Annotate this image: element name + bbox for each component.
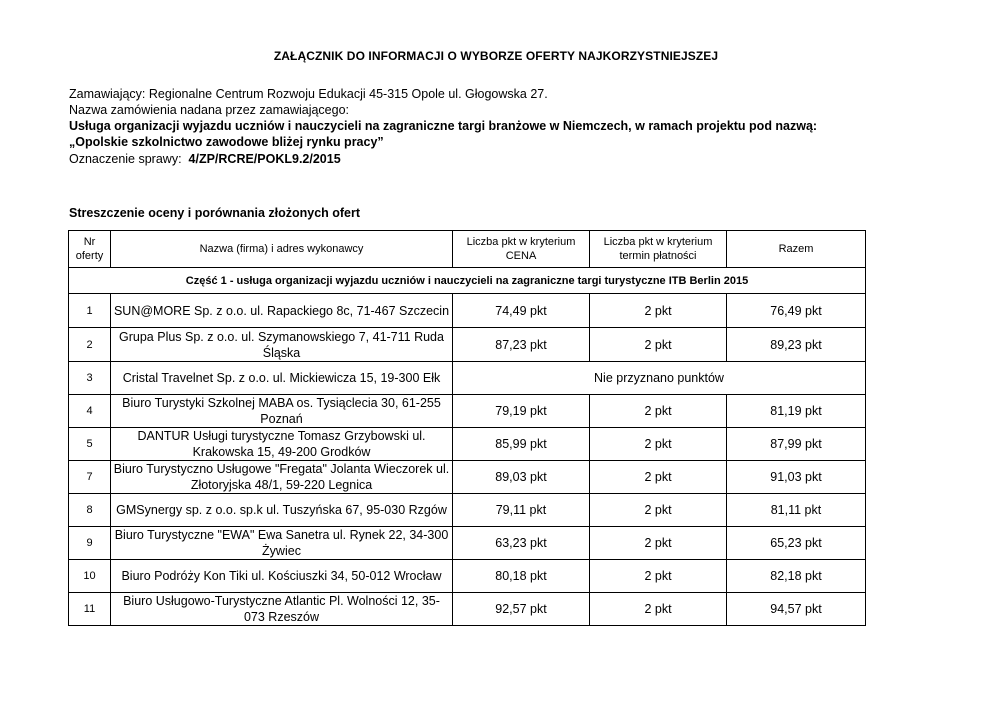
table-header-row [69,231,866,268]
contractor-name: Biuro Turystyczne "EWA" Ewa Sanetra ul. Rynek 22, 34-300 Żywiec [111,527,453,560]
offer-number: 10 [69,560,111,593]
table-row [69,527,866,560]
payment-term-points: 2 pkt [590,395,727,428]
payment-term-points: 2 pkt [590,428,727,461]
offer-number: 2 [69,328,111,362]
price-points: 87,23 pkt [453,328,590,362]
contractor-name: Biuro Podróży Kon Tiki ul. Kościuszki 34, 50-012 Wrocław [111,560,453,593]
header-contractor-name: Nazwa (firma) i adres wykonawcy [111,231,453,268]
contractor-name: GMSynergy sp. z o.o. sp.k ul. Tuszyńska 67, 95-030 Rzgów [111,494,453,527]
contract-name-label: Nazwa zamówienia nadana przez zamawiającego: [69,103,350,117]
offers-table [68,230,866,626]
part-title-row [69,268,866,294]
total-points: 91,03 pkt [727,461,866,494]
price-points: 74,49 pkt [453,294,590,328]
table-row [69,328,866,362]
case-reference-label: Oznaczenie sprawy: [69,152,182,166]
project-name: „Opolskie szkolnictwo zawodowe bliżej rynku pracy” [69,135,384,149]
document-title: ZAŁĄCZNIK DO INFORMACJI O WYBORZE OFERTY NAJKORZYSTNIEJSZEJ [273,49,719,63]
total-points: 94,57 pkt [727,593,866,626]
header-offer-number: Nr oferty [69,231,111,268]
offer-number: 11 [69,593,111,626]
header-payment-term-points: Liczba pkt w kryterium termin płatności [590,231,727,268]
payment-term-points: 2 pkt [590,527,727,560]
table-row [69,494,866,527]
contractor-name: Grupa Plus Sp. z o.o. ul. Szymanowskiego 7, 41-711 Ruda Śląska [111,328,453,362]
contractor-name: SUN@MORE Sp. z o.o. ul. Rapackiego 8c, 71-467 Szczecin [111,294,453,328]
ordering-party-line: Zamawiający: Regionalne Centrum Rozwoju Edukacji 45-315 Opole ul. Głogowska 27. [69,87,548,101]
offer-number: 7 [69,461,111,494]
total-points: 81,11 pkt [727,494,866,527]
total-points: 87,99 pkt [727,428,866,461]
offer-number: 4 [69,395,111,428]
contractor-name: Cristal Travelnet Sp. z o.o. ul. Mickiewicza 15, 19-300 Ełk [111,362,453,395]
offer-number: 3 [69,362,111,395]
offer-number: 1 [69,294,111,328]
payment-term-points: 2 pkt [590,593,727,626]
payment-term-points: 2 pkt [590,560,727,593]
section-heading: Streszczenie oceny i porównania złożonych ofert [69,206,361,220]
table-row [69,395,866,428]
price-points: 89,03 pkt [453,461,590,494]
contractor-name: DANTUR Usługi turystyczne Tomasz Grzybowski ul. Krakowska 15, 49-200 Grodków [111,428,453,461]
table-row [69,593,866,626]
offer-rows [69,294,866,626]
offer-number: 9 [69,527,111,560]
payment-term-points: 2 pkt [590,294,727,328]
table-row [69,461,866,494]
table-row [69,294,866,328]
price-points: 85,99 pkt [453,428,590,461]
offer-number: 8 [69,494,111,527]
header-total: Razem [727,231,866,268]
price-points: 79,11 pkt [453,494,590,527]
price-points: 92,57 pkt [453,593,590,626]
table-row [69,428,866,461]
total-points: 76,49 pkt [727,294,866,328]
price-points: 79,19 pkt [453,395,590,428]
case-reference-value: 4/ZP/RCRE/POKL9.2/2015 [188,152,341,166]
table-row [69,362,866,395]
table-row [69,560,866,593]
contract-name-value: Usługa organizacji wyjazdu uczniów i nauczycieli na zagraniczne targi branżowe w Niemczech, w ramach projektu pod nazwą: [69,119,818,133]
payment-term-points: 2 pkt [590,328,727,362]
contractor-name: Biuro Turystyki Szkolnej MABA os. Tysiąclecia 30, 61-255 Poznań [111,395,453,428]
no-points-note: Nie przyznano punktów [453,362,866,395]
total-points: 65,23 pkt [727,527,866,560]
payment-term-points: 2 pkt [590,494,727,527]
payment-term-points: 2 pkt [590,461,727,494]
total-points: 82,18 pkt [727,560,866,593]
contractor-name: Biuro Turystyczno Usługowe "Fregata" Jolanta Wieczorek ul. Złotoryjska 48/1, 59-220 Legnica [111,461,453,494]
total-points: 89,23 pkt [727,328,866,362]
contractor-name: Biuro Usługowo-Turystyczne Atlantic Pl. Wolności 12, 35-073 Rzeszów [111,593,453,626]
price-points: 80,18 pkt [453,560,590,593]
offer-number: 5 [69,428,111,461]
price-points: 63,23 pkt [453,527,590,560]
total-points: 81,19 pkt [727,395,866,428]
header-price-points: Liczba pkt w kryterium CENA [453,231,590,268]
case-reference [69,151,341,167]
part-title: Część 1 - usługa organizacji wyjazdu uczniów i nauczycieli na zagraniczne targi turystyczne ITB Berlin 2015 [69,268,866,294]
